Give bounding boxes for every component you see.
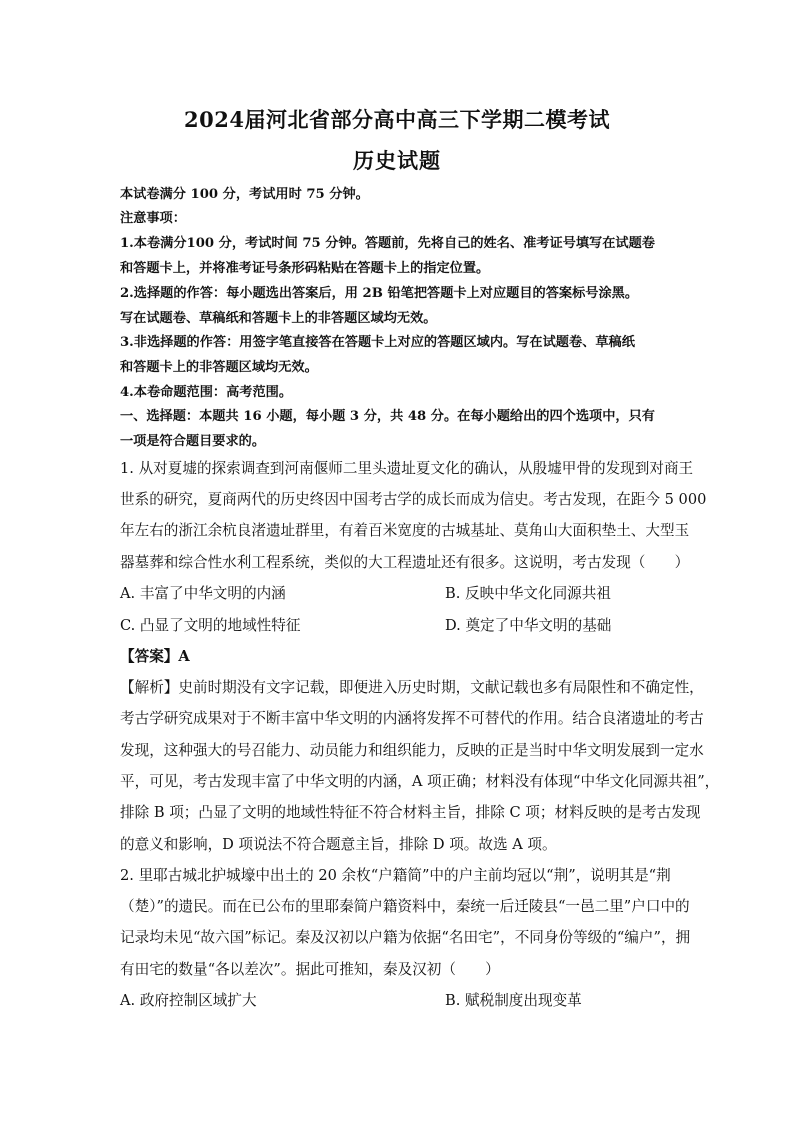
q2-stem-line: 2. 里耶古城北护城壕中出土的 20 余枚“户籍简”中的户主前均冠以“荆”，说明其是“荆 xyxy=(120,867,671,884)
q1-option-d: D. 奠定了中华文明的基础 xyxy=(445,617,612,634)
q1-option-a: A. 丰富了中华文明的内涵 xyxy=(120,585,286,602)
notice-item: 4.本卷命题范围：高考范围。 xyxy=(120,385,293,400)
notice-item: 写在试题卷、草稿纸和答题卡上的非答题区域均无效。 xyxy=(120,311,437,326)
q2-stem-line: 记录均未见“故六国”标记。秦及汉初以户籍为依据“名田宅”，不同身份等级的“编户”，拥 xyxy=(120,929,691,946)
notice-item: 3.非选择题的作答：用签字笔直接答在答题卡上对应的答题区域内。写在试题卷、草稿纸 xyxy=(120,335,635,350)
q1-stem-line: 1. 从对夏墟的探索调查到河南偃师二里头遗址夏文化的确认，从殷墟甲骨的发现到对商王 xyxy=(120,460,694,477)
exam-title: 2024届河北省部分高中高三下学期二模考试 xyxy=(184,107,610,132)
exam-subtitle: 历史试题 xyxy=(353,148,441,173)
q2-stem-line: 有田宅的数量“各以差次”。据此可推知，秦及汉初（ ） xyxy=(120,961,500,978)
q1-analysis-line: 【解析】史前时期没有文字记载，即便进入历史时期，文献记载也多有局限性和不确定性， xyxy=(120,679,704,696)
section-heading-cont: 一项是符合题目要求的。 xyxy=(120,434,266,449)
q1-stem-line: 世系的研究，夏商两代的历史终因中国考古学的成长而成为信史。考古发现，在距今 5 000 xyxy=(120,491,707,508)
q1-analysis-line: 排除 B 项；凸显了文明的地域性特征不符合材料主旨，排除 C 项；材料反映的是考古发现 xyxy=(120,804,701,821)
notice-item: 和答题卡上，并将准考证号条形码粘贴在答题卡上的指定位置。 xyxy=(120,261,490,276)
q1-option-b: B. 反映中华文化同源共祖 xyxy=(445,585,611,602)
q1-stem-line: 器墓葬和综合性水利工程系统，类似的大工程遗址还有很多。这说明，考古发现（ ） xyxy=(120,554,690,571)
q1-analysis-line: 平，可见，考古发现丰富了中华文明的内涵，A 项正确；材料没有体现“中华文化同源共祖”， xyxy=(120,773,720,790)
q1-option-c: C. 凸显了文明的地域性特征 xyxy=(120,617,301,634)
q1-analysis-line: 考古学研究成果对于不断丰富中华文明的内涵将发挥不可替代的作用。结合良渚遗址的考古 xyxy=(120,710,704,727)
notice-heading: 注意事项： xyxy=(120,211,186,226)
section-heading: 一、选择题：本题共 16 小题，每小题 3 分，共 48 分。在每小题给出的四个选项中，只有 xyxy=(120,409,655,424)
notice-item: 和答题卡上的非答题区域均无效。 xyxy=(120,360,318,375)
q1-analysis-line: 发现，这种强大的号召能力、动员能力和组织能力，反映的正是当时中华文明发展到一定水 xyxy=(120,742,704,759)
q2-stem-line: （楚）”的遗民。而在已公布的里耶秦简户籍资料中，秦统一后迁陵县“一邑二里”户口中的 xyxy=(120,898,690,915)
q2-option-b: B. 赋税制度出现变革 xyxy=(445,992,582,1009)
notice-item: 1.本卷满分100 分，考试时间 75 分钟。答题前，先将自己的姓名、准考证号填写在试题卷 xyxy=(120,236,655,251)
notice-intro: 本试卷满分 100 分，考试用时 75 分钟。 xyxy=(120,187,369,202)
q1-stem-line: 年左右的浙江余杭良渚遗址群里，有着百米宽度的古城基址、莫角山大面积垫土、大型玉 xyxy=(120,522,690,539)
q1-answer: 【答案】A xyxy=(120,648,190,665)
q2-option-a: A. 政府控制区域扩大 xyxy=(120,992,257,1009)
notice-item: 2.选择题的作答：每小题选出答案后，用 2B 铅笔把答题卡上对应题目的答案标号涂黑。 xyxy=(120,286,639,301)
q1-analysis-line: 的意义和影响，D 项说法不符合题意主旨，排除 D 项。故选 A 项。 xyxy=(120,836,557,853)
